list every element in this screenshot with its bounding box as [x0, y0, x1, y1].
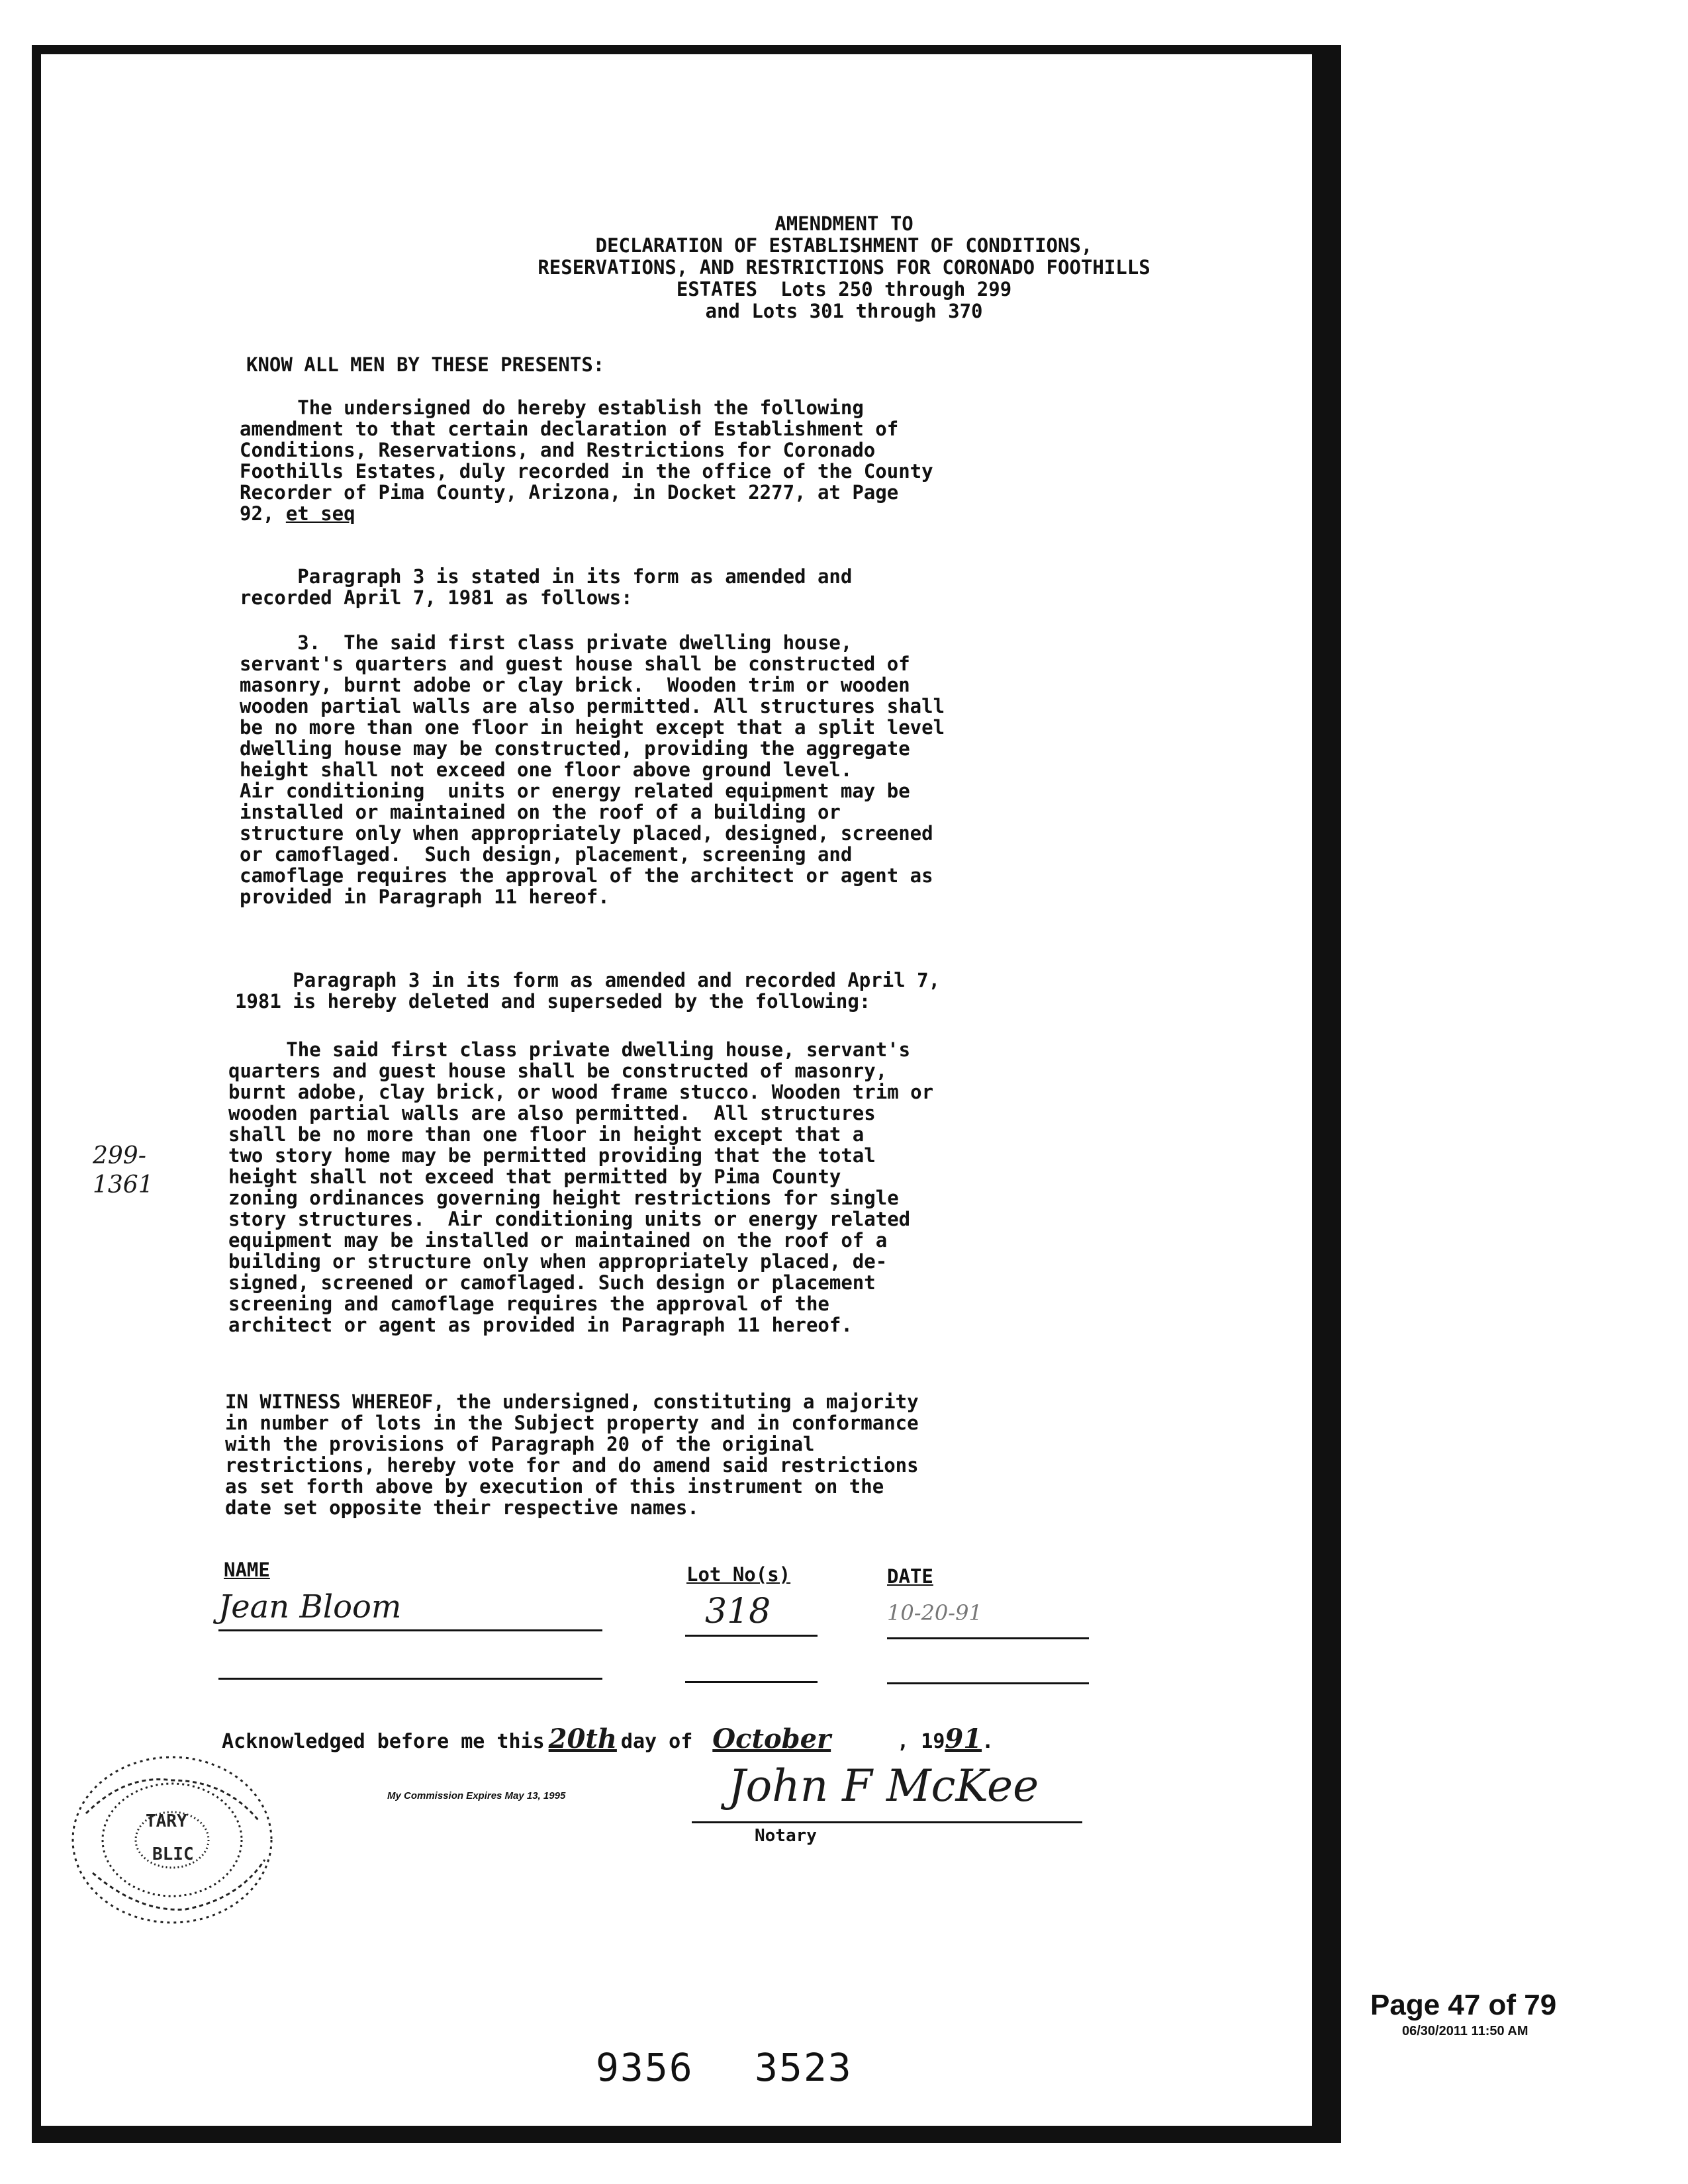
- date-line: [887, 1682, 1089, 1684]
- owner-signature: Jean Bloom: [218, 1588, 402, 1625]
- page-number: 3523: [755, 2045, 853, 2090]
- text-line: date set opposite their respective names.: [225, 1496, 699, 1519]
- text-line: wooden partial walls are also permitted. All structures shall: [240, 695, 945, 717]
- paragraph3-old: [240, 632, 945, 907]
- text-line: be no more than one floor in height except that a split level: [240, 716, 945, 739]
- text-line: provided in Paragraph 11 hereof.: [240, 886, 610, 908]
- witness-paragraph: [225, 1391, 919, 1518]
- text-line: shall be no more than one floor in height except that a: [228, 1123, 865, 1146]
- text-line: The said first class private dwelling house, servant's: [228, 1038, 911, 1061]
- text-line: recorded April 7, 1981 as follows:: [240, 586, 633, 609]
- document-title: [0, 213, 1688, 322]
- text-line: height shall not exceed one floor above ground level.: [240, 758, 853, 781]
- date-header: DATE: [887, 1565, 933, 1588]
- text-line: building or structure only when appropriately placed, de-: [228, 1250, 888, 1273]
- title-line: AMENDMENT TO: [774, 212, 914, 235]
- title-line: DECLARATION OF ESTABLISHMENT OF CONDITIONS,: [595, 234, 1093, 257]
- text-line: The undersigned do hereby establish the following: [240, 396, 864, 419]
- text-line: in number of lots in the Subject property and in conformance: [225, 1412, 919, 1434]
- text-line: burnt adobe, clay brick, or wood frame stucco. Wooden trim or: [228, 1081, 934, 1103]
- text-line: IN WITNESS WHEREOF, the undersigned, constituting a majority: [225, 1390, 919, 1413]
- text-line: Paragraph 3 in its form as amended and recorded April 7,: [235, 969, 941, 991]
- svg-text:BLIC: BLIC: [152, 1844, 194, 1864]
- text-line: height shall not exceed that permitted by Pima County: [228, 1165, 841, 1188]
- greeting: KNOW ALL MEN BY THESE PRESENTS:: [246, 353, 605, 376]
- text-line: equipment may be installed or maintained on the roof of a: [228, 1229, 888, 1251]
- text-line: structure only when appropriately placed, designed, screened: [240, 822, 933, 844]
- margin-note-line: 299-: [93, 1142, 146, 1169]
- text-line: signed, screened or camoflaged. Such design or placement: [228, 1271, 876, 1294]
- title-line: ESTATES Lots 250 through 299: [676, 278, 1012, 300]
- margin-note-line: 1361: [93, 1171, 154, 1199]
- ack-middle: day of: [620, 1730, 693, 1753]
- notary-signature: John F McKee: [728, 1760, 1039, 1811]
- commission-expiry: My Commission Expires May 13, 1995: [387, 1790, 566, 1801]
- text-line: story structures. Air conditioning units or energy related: [228, 1208, 911, 1230]
- text-line: with the provisions of Paragraph 20 of the original: [225, 1433, 815, 1455]
- name-header: NAME: [224, 1559, 270, 1581]
- text-line: two story home may be permitted providing that the total: [228, 1144, 876, 1167]
- page-indicator: Page 47 of 79: [1370, 1989, 1557, 2021]
- lot-header: Lot No(s): [686, 1563, 791, 1586]
- ack-year-prefix: , 19: [897, 1730, 945, 1753]
- lot-number: 318: [705, 1592, 771, 1631]
- ack-end: .: [982, 1730, 994, 1753]
- date-line: [887, 1637, 1089, 1639]
- text-line: 3. The said first class private dwelling house,: [240, 631, 853, 654]
- text-line: Recorder of Pima County, Arizona, in Docket 2277, at Page: [240, 481, 899, 504]
- title-line: RESERVATIONS, AND RESTRICTIONS FOR CORONADO FOOTHILLS: [538, 256, 1150, 279]
- lot-line: [685, 1681, 818, 1683]
- et-seq: et seq: [285, 502, 355, 525]
- svg-text:TARY: TARY: [146, 1811, 187, 1831]
- text-line: installed or maintained on the roof of a building or: [240, 801, 841, 823]
- notary-label: Notary: [755, 1826, 817, 1846]
- docket-number: 9356: [596, 2045, 694, 2090]
- text-line: screening and camoflage requires the approval of the: [228, 1293, 829, 1315]
- text-line: or camoflaged. Such design, placement, screening and: [240, 843, 853, 866]
- text-line: Conditions, Reservations, and Restrictions for Coronado: [240, 439, 876, 461]
- paragraph3-deletion: [235, 970, 940, 1012]
- lot-line: [685, 1635, 818, 1637]
- text-line: restrictions, hereby vote for and do amend said restrictions: [225, 1454, 919, 1477]
- text-line: Foothills Estates, duly recorded in the office of the County: [240, 460, 933, 482]
- notary-seal: [46, 1734, 291, 1939]
- text-line: camoflage requires the approval of the architect or agent as: [240, 864, 933, 887]
- text-line: dwelling house may be constructed, providing the aggregate: [240, 737, 910, 760]
- acknowledgment: [222, 1723, 994, 1754]
- intro-paragraph: [240, 397, 933, 524]
- paragraph3-intro: [240, 566, 852, 608]
- ack-year: 91: [945, 1723, 982, 1754]
- text-line: 92,: [240, 502, 286, 525]
- text-line: zoning ordinances governing height restrictions for single: [228, 1187, 899, 1209]
- text-line: amendment to that certain declaration of Establishment of: [240, 418, 899, 440]
- signature-date: 10-20-91: [887, 1600, 982, 1625]
- text-line: quarters and guest house shall be constructed of masonry,: [228, 1060, 888, 1082]
- page-timestamp: 06/30/2011 11:50 AM: [1402, 2024, 1528, 2038]
- text-line: architect or agent as provided in Paragraph 11 hereof.: [228, 1314, 853, 1336]
- text-line: masonry, burnt adobe or clay brick. Wooden trim or wooden: [240, 674, 910, 696]
- title-line: and Lots 301 through 370: [705, 300, 983, 322]
- text-line: wooden partial walls are also permitted. All structures: [228, 1102, 876, 1124]
- text-line: Air conditioning units or energy related equipment may be: [240, 780, 910, 802]
- signature-line: [218, 1629, 602, 1631]
- text-line: Paragraph 3 is stated in its form as amended and: [240, 565, 853, 588]
- signature-line: [218, 1678, 602, 1680]
- margin-note: [93, 1142, 154, 1200]
- ack-month: October: [712, 1723, 831, 1754]
- ack-prefix: Acknowledged before me this: [222, 1730, 545, 1753]
- notary-line: [692, 1821, 1082, 1823]
- text-line: servant's quarters and guest house shall be constructed of: [240, 653, 910, 675]
- ack-day: 20th: [548, 1723, 617, 1754]
- text-line: 1981 is hereby deleted and superseded by the following:: [235, 990, 871, 1013]
- paragraph3-new: [228, 1039, 933, 1336]
- text-line: as set forth above by execution of this instrument on the: [225, 1475, 884, 1498]
